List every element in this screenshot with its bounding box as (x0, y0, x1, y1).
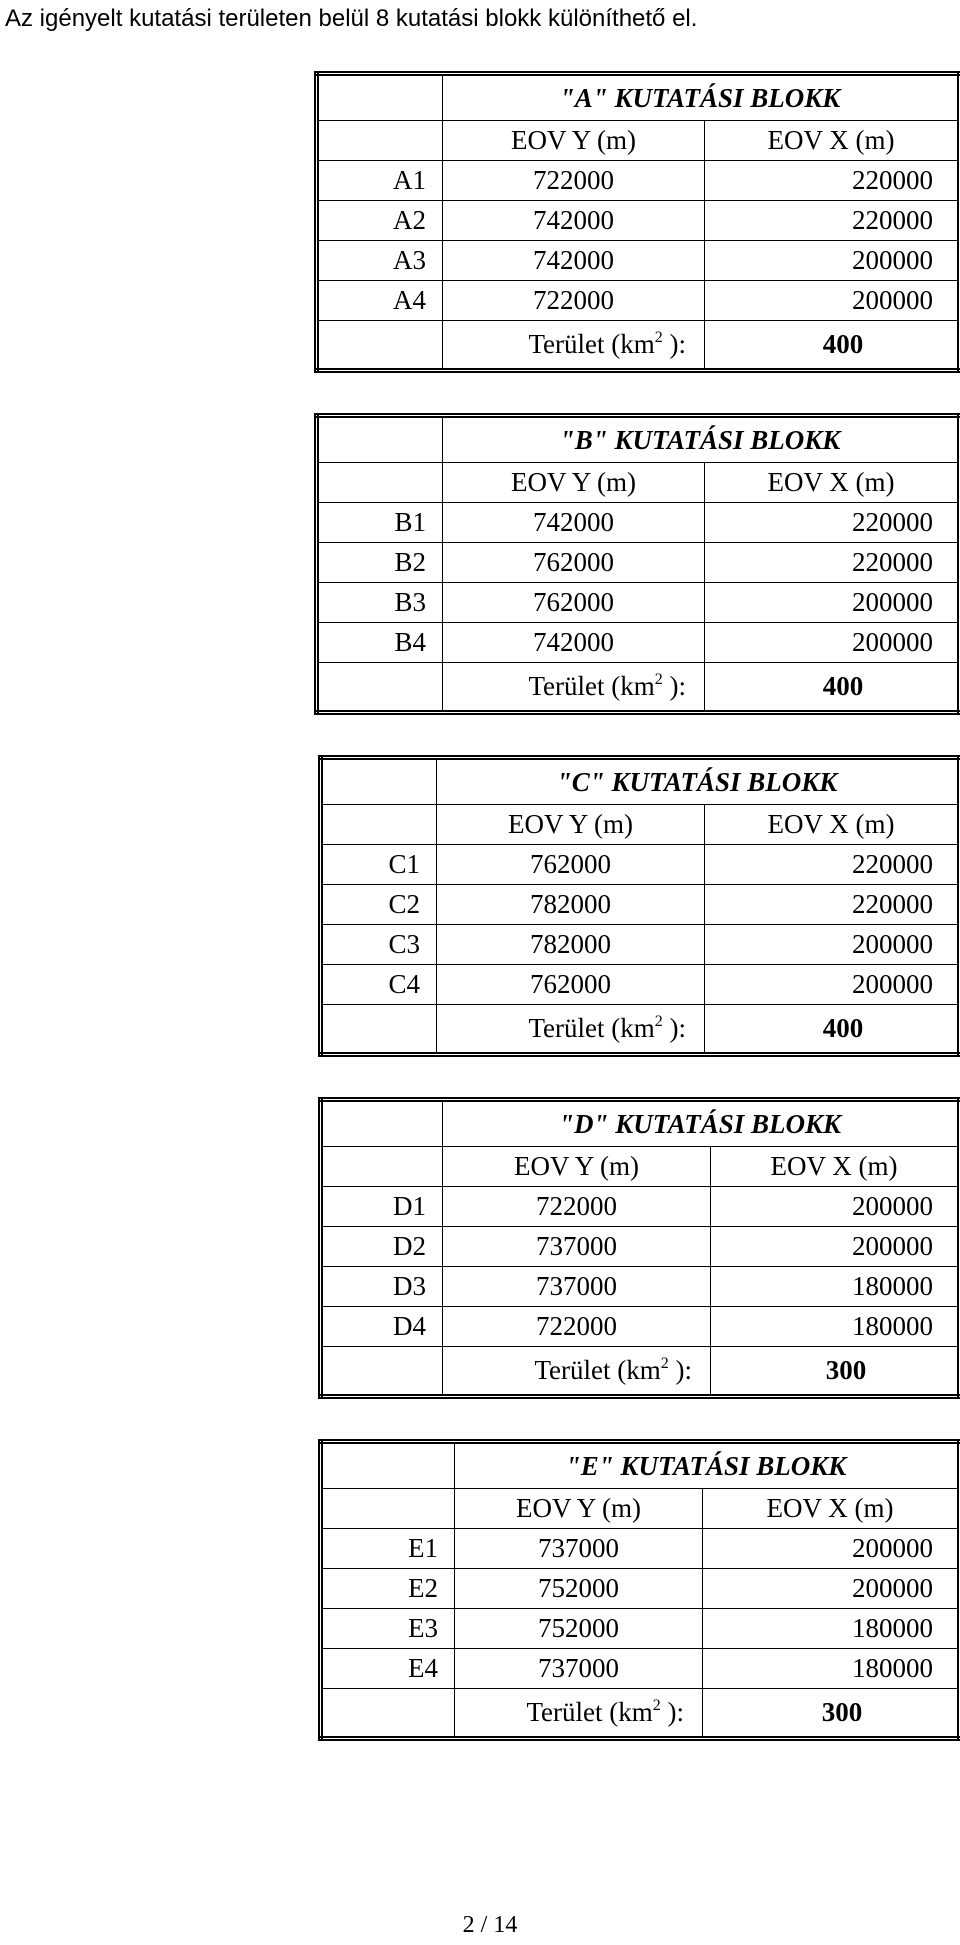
area-row (317, 321, 960, 371)
area-label-superscript: 2 (654, 670, 663, 688)
eov-y-value: 762000 (443, 543, 705, 583)
eov-y-value: 737000 (443, 1267, 711, 1307)
table-row (321, 885, 960, 925)
area-label (455, 1689, 703, 1739)
area-label-suffix: ): (660, 1697, 684, 1727)
point-label: C4 (321, 965, 437, 1005)
block-e-table (318, 1439, 960, 1741)
area-value: 400 (705, 321, 960, 371)
table-header-row (321, 1147, 960, 1187)
table-row (321, 925, 960, 965)
point-label: B3 (317, 583, 443, 623)
corner-cell (317, 321, 443, 371)
point-label: D1 (321, 1187, 443, 1227)
point-label: E2 (321, 1569, 455, 1609)
corner-cell (321, 1100, 443, 1147)
point-label: D3 (321, 1267, 443, 1307)
column-header-eov-x: EOV X (m) (703, 1489, 960, 1529)
table-row (321, 1529, 960, 1569)
corner-cell (321, 1147, 443, 1187)
area-row (321, 1005, 960, 1055)
eov-y-value: 762000 (437, 965, 705, 1005)
eov-x-value: 220000 (705, 201, 960, 241)
column-header-eov-y: EOV Y (m) (437, 805, 705, 845)
table-row (317, 241, 960, 281)
block-title: "B" KUTATÁSI BLOKK (443, 416, 960, 463)
corner-cell (317, 663, 443, 713)
table-row (317, 281, 960, 321)
table-row (317, 543, 960, 583)
block-title: "C" KUTATÁSI BLOKK (437, 758, 960, 805)
table-row (321, 1267, 960, 1307)
eov-x-value: 220000 (705, 503, 960, 543)
point-label: D2 (321, 1227, 443, 1267)
eov-x-value: 200000 (703, 1569, 960, 1609)
point-label: A4 (317, 281, 443, 321)
column-header-eov-y: EOV Y (m) (443, 1147, 711, 1187)
eov-y-value: 737000 (455, 1529, 703, 1569)
area-row (321, 1347, 960, 1397)
area-label-prefix: Terület (km (534, 1355, 661, 1385)
corner-cell (321, 1489, 455, 1529)
eov-y-value: 742000 (443, 241, 705, 281)
column-header-eov-x: EOV X (m) (705, 121, 960, 161)
block-title: "A" KUTATÁSI BLOKK (443, 74, 960, 121)
corner-cell (317, 463, 443, 503)
block-title: "E" KUTATÁSI BLOKK (455, 1442, 960, 1489)
table-row (317, 583, 960, 623)
table-row (317, 161, 960, 201)
area-label-superscript: 2 (654, 1012, 663, 1030)
point-label: C2 (321, 885, 437, 925)
area-label (437, 1005, 705, 1055)
table-title-row (321, 1100, 960, 1147)
eov-y-value: 737000 (455, 1649, 703, 1689)
corner-cell (321, 1347, 443, 1397)
area-label (443, 663, 705, 713)
table-header-row (317, 121, 960, 161)
eov-y-value: 752000 (455, 1569, 703, 1609)
eov-y-value: 722000 (443, 1187, 711, 1227)
eov-x-value: 200000 (705, 241, 960, 281)
table-row (321, 1187, 960, 1227)
table-row (317, 503, 960, 543)
intro-paragraph: Az igényelt kutatási területen belül 8 kutatási blokk különíthető el. (5, 5, 698, 32)
table-title-row (321, 1442, 960, 1489)
column-header-eov-y: EOV Y (m) (455, 1489, 703, 1529)
corner-cell (321, 758, 437, 805)
eov-y-value: 737000 (443, 1227, 711, 1267)
eov-y-value: 722000 (443, 161, 705, 201)
area-label-prefix: Terület (km (528, 1013, 655, 1043)
eov-x-value: 200000 (703, 1529, 960, 1569)
point-label: A1 (317, 161, 443, 201)
page-number: 2 / 14 (462, 1912, 518, 1938)
eov-y-value: 742000 (443, 201, 705, 241)
point-label: A2 (317, 201, 443, 241)
eov-y-value: 762000 (437, 845, 705, 885)
area-label-prefix: Terület (km (528, 329, 655, 359)
table-title-row (321, 758, 960, 805)
point-label: B4 (317, 623, 443, 663)
block-c-table (318, 755, 960, 1057)
table-row (321, 1307, 960, 1347)
eov-x-value: 180000 (711, 1307, 960, 1347)
area-label-superscript: 2 (652, 1696, 661, 1714)
eov-x-value: 200000 (705, 965, 960, 1005)
table-title-row (317, 74, 960, 121)
column-header-eov-x: EOV X (m) (705, 463, 960, 503)
eov-x-value: 220000 (705, 845, 960, 885)
eov-x-value: 200000 (705, 623, 960, 663)
area-row (317, 663, 960, 713)
point-label: C1 (321, 845, 437, 885)
eov-y-value: 722000 (443, 281, 705, 321)
corner-cell (321, 1442, 455, 1489)
eov-x-value: 180000 (703, 1649, 960, 1689)
eov-x-value: 200000 (711, 1187, 960, 1227)
block-title: "D" KUTATÁSI BLOKK (443, 1100, 960, 1147)
corner-cell (321, 1005, 437, 1055)
point-label: C3 (321, 925, 437, 965)
eov-y-value: 762000 (443, 583, 705, 623)
column-header-eov-y: EOV Y (m) (443, 121, 705, 161)
area-label-suffix: ): (662, 329, 686, 359)
area-label-prefix: Terület (km (526, 1697, 653, 1727)
eov-x-value: 180000 (703, 1609, 960, 1649)
block-b-table (314, 413, 960, 715)
area-value: 400 (705, 1005, 960, 1055)
block-a-table (314, 71, 960, 373)
block-d-table (318, 1097, 960, 1399)
area-label-suffix: ): (662, 671, 686, 701)
point-label: D4 (321, 1307, 443, 1347)
area-value: 400 (705, 663, 960, 713)
eov-x-value: 200000 (711, 1227, 960, 1267)
eov-y-value: 722000 (443, 1307, 711, 1347)
eov-x-value: 220000 (705, 543, 960, 583)
column-header-eov-x: EOV X (m) (711, 1147, 960, 1187)
eov-x-value: 200000 (705, 281, 960, 321)
table-row (317, 623, 960, 663)
area-label-prefix: Terület (km (528, 671, 655, 701)
corner-cell (321, 1689, 455, 1739)
table-row (321, 1609, 960, 1649)
point-label: A3 (317, 241, 443, 281)
eov-y-value: 782000 (437, 885, 705, 925)
eov-y-value: 782000 (437, 925, 705, 965)
table-row (321, 1569, 960, 1609)
area-label-suffix: ): (662, 1013, 686, 1043)
column-header-eov-x: EOV X (m) (705, 805, 960, 845)
table-row (321, 965, 960, 1005)
area-value: 300 (711, 1347, 960, 1397)
table-row (321, 1227, 960, 1267)
eov-x-value: 220000 (705, 885, 960, 925)
eov-x-value: 180000 (711, 1267, 960, 1307)
corner-cell (317, 416, 443, 463)
table-row (321, 845, 960, 885)
area-label (443, 1347, 711, 1397)
corner-cell (317, 121, 443, 161)
area-value: 300 (703, 1689, 960, 1739)
column-header-eov-y: EOV Y (m) (443, 463, 705, 503)
point-label: B1 (317, 503, 443, 543)
area-label-superscript: 2 (654, 328, 663, 346)
point-label: E4 (321, 1649, 455, 1689)
eov-x-value: 220000 (705, 161, 960, 201)
table-header-row (321, 805, 960, 845)
area-row (321, 1689, 960, 1739)
area-label-suffix: ): (668, 1355, 692, 1385)
point-label: E3 (321, 1609, 455, 1649)
point-label: E1 (321, 1529, 455, 1569)
table-row (317, 201, 960, 241)
table-title-row (317, 416, 960, 463)
eov-y-value: 742000 (443, 503, 705, 543)
area-label-superscript: 2 (660, 1354, 669, 1372)
area-label (443, 321, 705, 371)
eov-x-value: 200000 (705, 583, 960, 623)
table-header-row (321, 1489, 960, 1529)
table-header-row (317, 463, 960, 503)
corner-cell (317, 74, 443, 121)
eov-y-value: 752000 (455, 1609, 703, 1649)
table-row (321, 1649, 960, 1689)
eov-y-value: 742000 (443, 623, 705, 663)
corner-cell (321, 805, 437, 845)
eov-x-value: 200000 (705, 925, 960, 965)
point-label: B2 (317, 543, 443, 583)
